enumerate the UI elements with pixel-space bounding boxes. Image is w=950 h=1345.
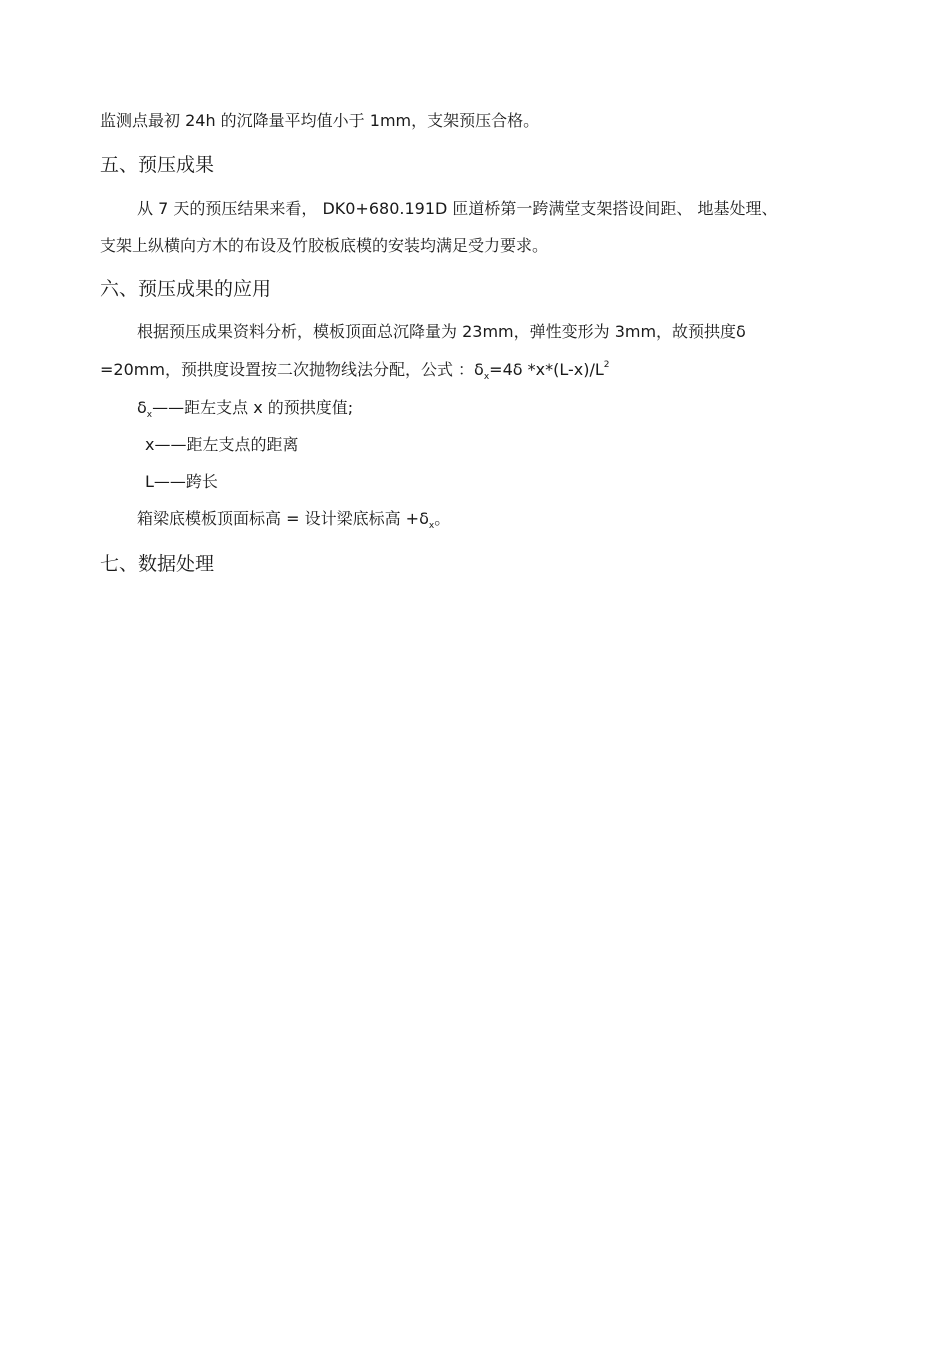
paragraph-5-line2: 支架上纵横向方木的布设及竹胶板底模的安装均满足受力要求。 [100, 236, 549, 255]
paragraph-6-line2 [100, 360, 609, 383]
section-heading-7: 七、数据处理 [100, 553, 215, 575]
definition-L: L——跨长 [145, 472, 218, 491]
delta-symbol: δ [137, 398, 147, 417]
section-heading-5: 五、预压成果 [100, 154, 215, 176]
definition-text: ——距左支点 x 的预拱度值; [152, 398, 354, 417]
formula-superscript: 2 [603, 360, 610, 370]
formula-end: 。 [434, 509, 451, 528]
formula-expression: =4δ *x*(L-x)/L [489, 360, 604, 379]
formula-subscript: x [483, 372, 490, 382]
elevation-formula [137, 509, 450, 532]
paragraph-6-line1: 根据预压成果资料分析，模板顶面总沉降量为 23mm，弹性变形为 3mm，故预拱度δ [137, 322, 746, 341]
formula-text: 箱梁底模板顶面标高 = 设计梁底标高 +δ [137, 509, 429, 528]
formula-text: =20mm，预拱度设置按二次抛物线法分配，公式 ：δ [100, 360, 484, 379]
paragraph-5-line1: 从 7 天的预压结果来看， DK0+680.191D 匝道桥第一跨满堂支架搭设间距、 地基处理、 [137, 199, 778, 218]
definition-delta-x [137, 398, 353, 421]
section-heading-6: 六、预压成果的应用 [100, 278, 272, 300]
paragraph-settlement-result [100, 111, 539, 131]
text: 监测点最初 24h 的沉降量平均值小于 1mm，支架预压合格。 [100, 111, 540, 130]
delta-subscript: x [146, 410, 153, 420]
definition-x: x——距左支点的距离 [145, 435, 299, 454]
formula-subscript: x [428, 521, 435, 531]
